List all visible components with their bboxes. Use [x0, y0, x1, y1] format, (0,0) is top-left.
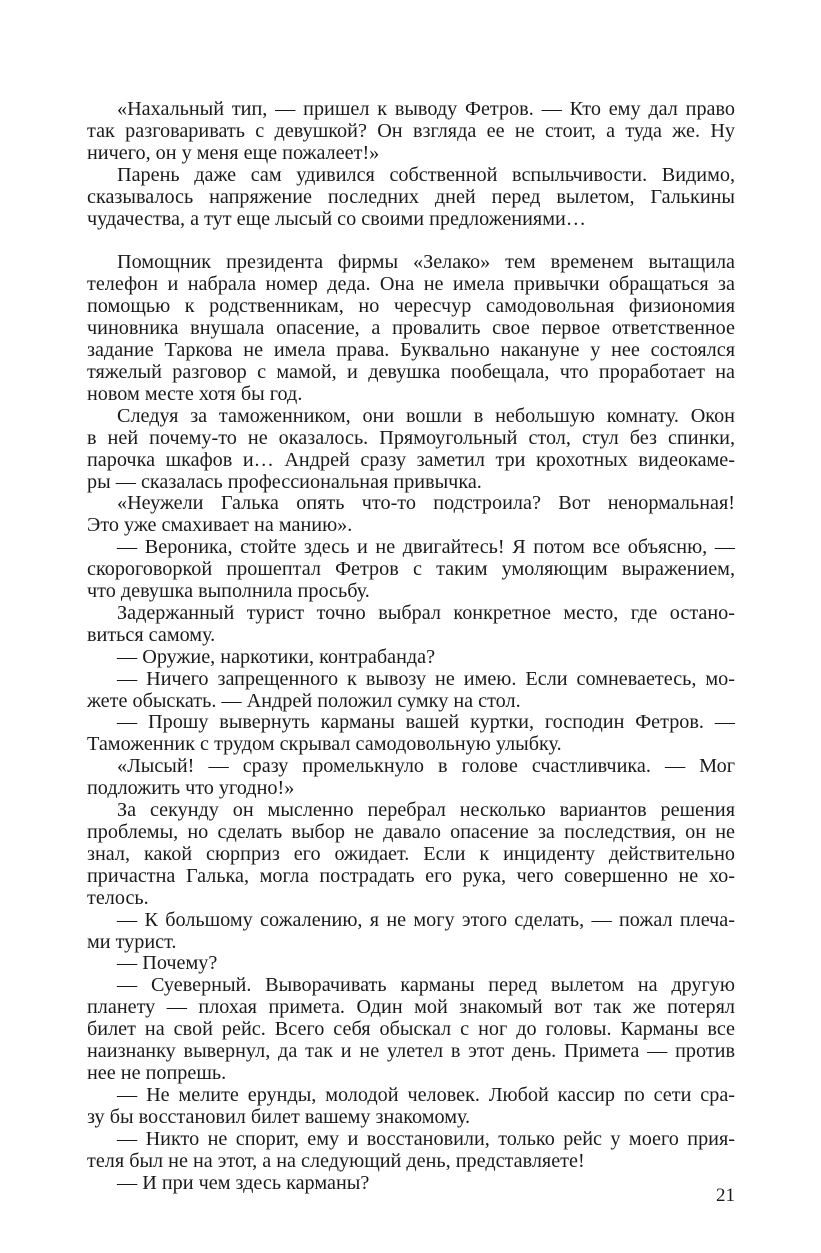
paragraph [87, 99, 735, 165]
text-line: — И при чем здесь карманы? [117, 1171, 370, 1194]
paragraph [87, 712, 735, 756]
text-line: помощью к родственникам, но чересчур самодовольная физиономия [87, 295, 735, 318]
text-line: — К большому сожалению, я не могу этого сделать, — пожал плеча- [117, 908, 735, 931]
text-line: ры — сказалась профессиональная привычка. [87, 470, 482, 493]
text-line: — Оружие, наркотики, контрабанда? [117, 645, 436, 668]
paragraph [87, 406, 735, 494]
text-line: что девушка выполнила просьбу. [87, 580, 370, 603]
paragraph [87, 603, 735, 647]
paragraph [87, 165, 735, 231]
text-line: — Почему? [117, 952, 218, 975]
text-line: зу бы восстановил билет вашему знакомому. [87, 1105, 471, 1128]
text-line: «Неужели Галька опять что-то подстроила? Вот ненормальная! [117, 492, 735, 515]
paragraph [87, 1173, 735, 1195]
text-line: Помощник президента фирмы «Зелако» тем временем вытащила [117, 251, 735, 274]
text-line: чудачества, а тут еще лысый со своими предложениями… [87, 207, 586, 230]
text-line: Парень даже сам удивился собственной вспыльчивости. Видимо, [117, 163, 735, 186]
text-line: телось. [87, 886, 149, 909]
text-line: Задержанный турист точно выбрал конкретное место, где остано- [117, 601, 735, 624]
text-line: «Нахальный тип, — пришел к выводу Фетров. — Кто ему дал право [117, 98, 735, 120]
text-line: новом месте хотя бы год. [87, 382, 303, 405]
paragraph [87, 910, 735, 954]
section-break [87, 230, 735, 252]
text-line: ничего, он у меня еще пожалеет!» [87, 141, 380, 164]
text-line: Это уже смахивает на манию». [87, 514, 353, 537]
text-line: — Суеверный. Выворачивать карманы перед вылетом на другую [117, 974, 735, 997]
text-line: причастна Галька, могла пострадать его рука, чего совершенно не хо- [87, 864, 735, 887]
text-line: За секунду он мысленно перебрал несколько вариантов решения [117, 799, 735, 822]
paragraph [87, 493, 735, 537]
text-line: ми турист. [87, 930, 177, 953]
text-line: Следуя за таможенником, они вошли в небольшую комнату. Окон [117, 404, 735, 427]
text-line: задание Таркова не имела права. Буквально накануне у нее состоялся [87, 339, 735, 362]
body-text [87, 99, 735, 1194]
paragraph [87, 953, 735, 975]
text-line: наизнанку вывернул, да так и не улетел в этот день. Примета — против [87, 1040, 735, 1063]
text-line: — Ничего запрещенного к вывозу не имею. Если сомневаетесь, мо- [117, 667, 735, 690]
text-line: «Лысый! — сразу промелькнуло в голове счастливчика. — Мог [117, 755, 735, 778]
text-line: виться самому. [87, 623, 216, 646]
paragraph [87, 537, 735, 603]
paragraph [87, 1085, 735, 1129]
paragraph [87, 975, 735, 1085]
text-line: так разговаривать с девушкой? Он взгляда ее не стоит, а туда же. Ну [87, 119, 735, 142]
text-line: Таможенник с трудом скрывал самодовольную улыбку. [87, 733, 562, 756]
text-line: подложить что угодно!» [87, 777, 295, 800]
text-line: нее не попрешь. [87, 1061, 227, 1084]
text-line: билет на свой рейс. Всего себя обыскал с ног до головы. Карманы все [87, 1018, 735, 1041]
paragraph [87, 756, 735, 800]
text-line: жете обыскать. — Андрей положил сумку на стол. [87, 689, 521, 712]
paragraph [87, 647, 735, 669]
text-line: сказывалось напряжение последних дней перед вылетом, Галькины [87, 185, 735, 208]
text-line: в ней почему-то не оказалось. Прямоугольный стол, стул без спинки, [87, 426, 735, 449]
text-line: — Не мелите ерунды, молодой человек. Любой кассир по сети сра- [117, 1083, 735, 1106]
text-line: теля был не на этот, а на следующий день, представляете! [87, 1149, 585, 1172]
text-line: проблемы, но сделать выбор не давало опасение за последствия, он не [87, 821, 735, 843]
paragraph [87, 669, 735, 713]
paragraph [87, 252, 735, 405]
text-line: скороговоркой прошептал Фетров с таким умоляющим выражением, [87, 558, 735, 581]
text-line: чиновника внушала опасение, а провалить свое первое ответственное [87, 317, 735, 340]
text-line: — Вероника, стойте здесь и не двигайтесь! Я потом все объясню, — [117, 536, 735, 559]
text-line: — Прошу вывернуть карманы вашей куртки, господин Фетров. — [117, 711, 735, 734]
paragraph [87, 800, 735, 910]
text-line: телефон и набрала номер деда. Она не имела привычки обращаться за [87, 273, 735, 296]
text-line: тяжелый разговор с мамой, и девушка пообещала, что проработает на [87, 360, 735, 383]
text-line: планету — плохая примета. Один мой знакомый вот так же потерял [87, 996, 735, 1019]
text-line: парочка шкафов и… Андрей сразу заметил три крохотных видеокаме- [87, 448, 735, 471]
text-line: — Никто не спорит, ему и восстановили, только рейс у моего прия- [117, 1127, 735, 1150]
page-number: 21 [716, 1185, 735, 1206]
text-line: знал, какой сюрприз его ожидает. Если к инциденту действительно [87, 842, 735, 865]
paragraph [87, 1129, 735, 1173]
